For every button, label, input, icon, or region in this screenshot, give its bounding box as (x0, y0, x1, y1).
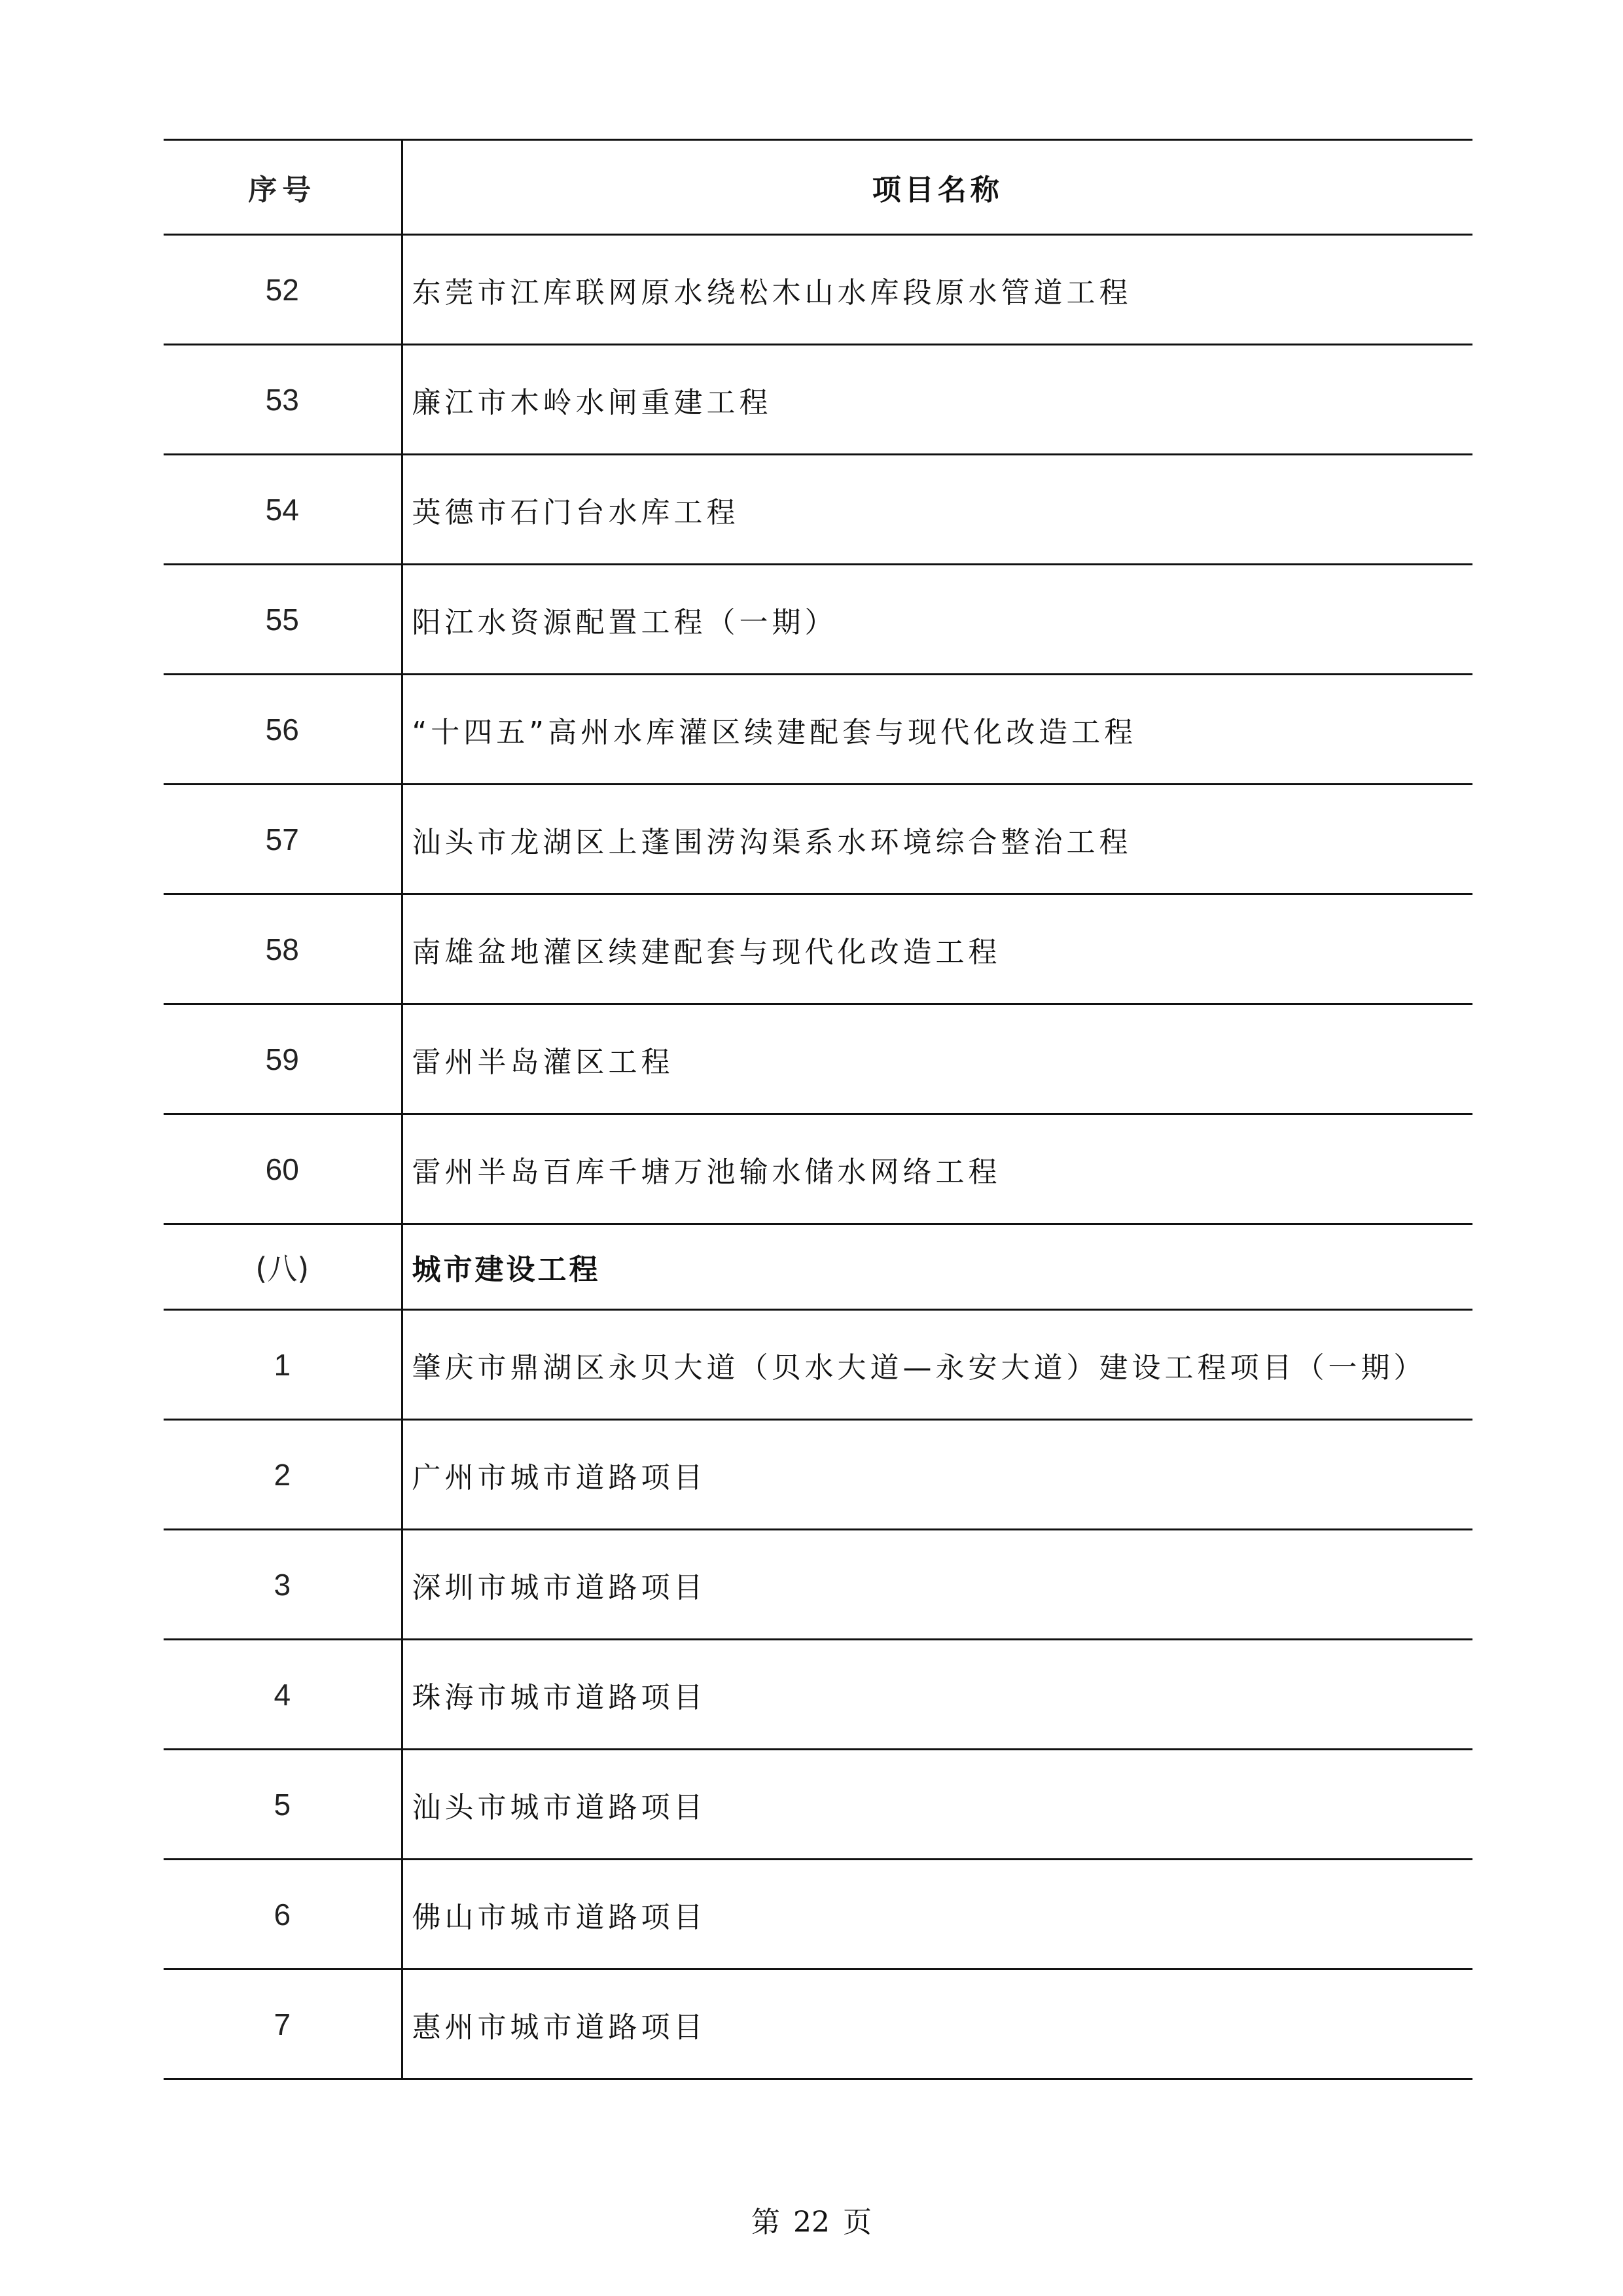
row-project-name: 阳江水资源配置工程（一期） (412, 605, 838, 639)
row-seq: 60 (164, 1114, 402, 1224)
row-project-name: 汕头市城市道路项目 (412, 1790, 707, 1824)
row-seq: 2 (164, 1420, 402, 1530)
row-project-name: 东莞市江库联网原水绕松木山水库段原水管道工程 (412, 275, 1132, 309)
row-project-name: 雷州半岛百库千塘万池输水储水网络工程 (412, 1155, 1001, 1189)
row-project-name: 雷州半岛灌区工程 (412, 1045, 674, 1079)
row-seq: 58 (164, 894, 402, 1004)
table-row (164, 455, 1472, 565)
table-row (164, 1420, 1472, 1530)
table-row (164, 1530, 1472, 1640)
table-row (164, 894, 1472, 1004)
table-row (164, 785, 1472, 894)
row-seq: 52 (164, 235, 402, 345)
row-seq: 55 (164, 565, 402, 675)
section-number: (八) (164, 1224, 402, 1310)
table-row (164, 1860, 1472, 1969)
row-seq: 59 (164, 1004, 402, 1114)
section-title: 城市建设工程 (412, 1253, 601, 1286)
project-table (164, 139, 1472, 2080)
row-seq: 4 (164, 1640, 402, 1750)
table-body (164, 235, 1472, 2079)
table-row (164, 1969, 1472, 2079)
column-header-name: 项目名称 (872, 173, 1003, 207)
table-row (164, 1640, 1472, 1750)
page-number: 第 22 页 (751, 2206, 872, 2239)
row-project-name: 汕头市龙湖区上蓬围涝沟渠系水环境综合整治工程 (412, 825, 1132, 859)
table-row (164, 345, 1472, 455)
row-project-name: “十四五”高州水库灌区续建配套与现代化改造工程 (412, 715, 1137, 749)
row-project-name: 广州市城市道路项目 (412, 1460, 707, 1494)
table-row (164, 1750, 1472, 1860)
section-row (164, 1224, 1472, 1310)
table-row (164, 235, 1472, 345)
table-row (164, 1004, 1472, 1114)
row-seq: 7 (164, 1969, 402, 2079)
row-project-name: 英德市石门台水库工程 (412, 495, 740, 529)
table-row (164, 1310, 1472, 1420)
project-table-container (164, 139, 1472, 2080)
row-project-name: 廉江市木岭水闸重建工程 (412, 385, 772, 419)
row-seq: 57 (164, 785, 402, 894)
row-seq: 56 (164, 675, 402, 785)
column-header-seq: 序号 (164, 140, 402, 235)
table-header-row (164, 140, 1472, 235)
row-seq: 6 (164, 1860, 402, 1969)
table-row (164, 675, 1472, 785)
row-seq: 1 (164, 1310, 402, 1420)
row-seq: 53 (164, 345, 402, 455)
table-row (164, 1114, 1472, 1224)
row-project-name: 佛山市城市道路项目 (412, 1900, 707, 1934)
table-row (164, 565, 1472, 675)
row-project-name: 珠海市城市道路项目 (412, 1680, 707, 1714)
row-project-name: 深圳市城市道路项目 (412, 1570, 707, 1604)
row-project-name: 肇庆市鼎湖区永贝大道（贝水大道—永安大道）建设工程项目（一期） (412, 1351, 1427, 1385)
row-seq: 5 (164, 1750, 402, 1860)
row-project-name: 惠州市城市道路项目 (412, 2010, 707, 2044)
row-project-name: 南雄盆地灌区续建配套与现代化改造工程 (412, 935, 1001, 969)
row-seq: 3 (164, 1530, 402, 1640)
row-seq: 54 (164, 455, 402, 565)
